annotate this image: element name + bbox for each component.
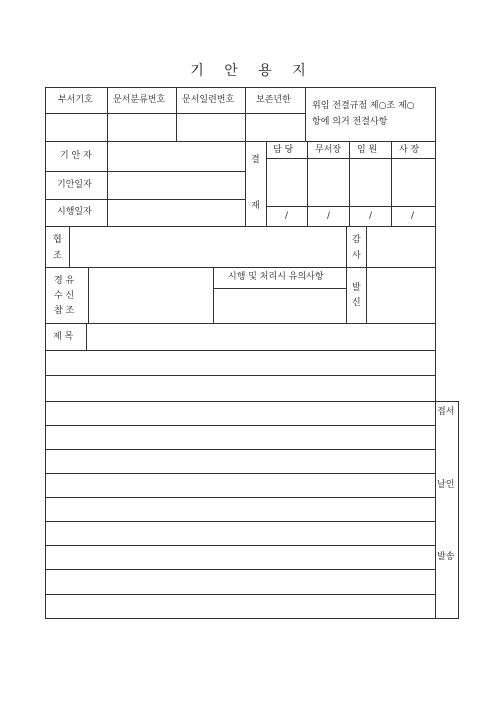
dept-symbol-label: 부서기호 [58, 95, 93, 105]
form-title: 기 안 용 지 [190, 63, 314, 79]
approval-col-1: 담 당 [273, 145, 294, 155]
delegation-line1: 위임 전결규점 제○조 제○ [312, 101, 415, 111]
approval-label-top: 결 [251, 155, 260, 165]
via-label: 경 유 [54, 276, 75, 286]
recipient-label: 수 신 [54, 291, 75, 301]
exec-notes-label: 시행 및 처리시 유의사항 [228, 272, 324, 282]
doc-class-no-label: 문서분류번호 [113, 95, 166, 105]
drafter-label: 기 안 자 [60, 151, 92, 161]
approval-date-2: / [327, 211, 331, 221]
cooperation-char-2: 조 [53, 251, 62, 261]
approval-col-3: 임 원 [357, 145, 378, 155]
stamp-seal: 날인 [437, 480, 455, 490]
cooperation-char-1: 협 [53, 235, 62, 245]
stamp-received: 접서 [437, 407, 455, 417]
dispatch-char-1: 발 [352, 283, 361, 293]
retention-label: 보존년한 [256, 95, 291, 105]
subject-label: 제 목 [53, 332, 74, 342]
draft-date-label: 기안일자 [57, 180, 92, 190]
dispatch-char-2: 신 [352, 298, 361, 308]
exec-date-label: 시행일자 [57, 207, 92, 217]
approval-date-1: / [285, 211, 289, 221]
audit-char-1: 감 [352, 235, 361, 245]
audit-char-2: 사 [352, 251, 361, 261]
approval-col-2: 무서장 [315, 145, 342, 155]
approval-date-3: / [369, 211, 373, 221]
doc-serial-no-label: 문서일련번호 [182, 95, 235, 105]
stamp-sent: 발송 [437, 552, 455, 562]
approval-label-bottom: 재 [251, 201, 260, 211]
approval-col-4: 사 장 [399, 145, 420, 155]
delegation-line2: 항에 의거 전결사항 [312, 117, 388, 127]
approval-date-4: / [411, 211, 415, 221]
reference-label: 참 조 [54, 306, 75, 316]
